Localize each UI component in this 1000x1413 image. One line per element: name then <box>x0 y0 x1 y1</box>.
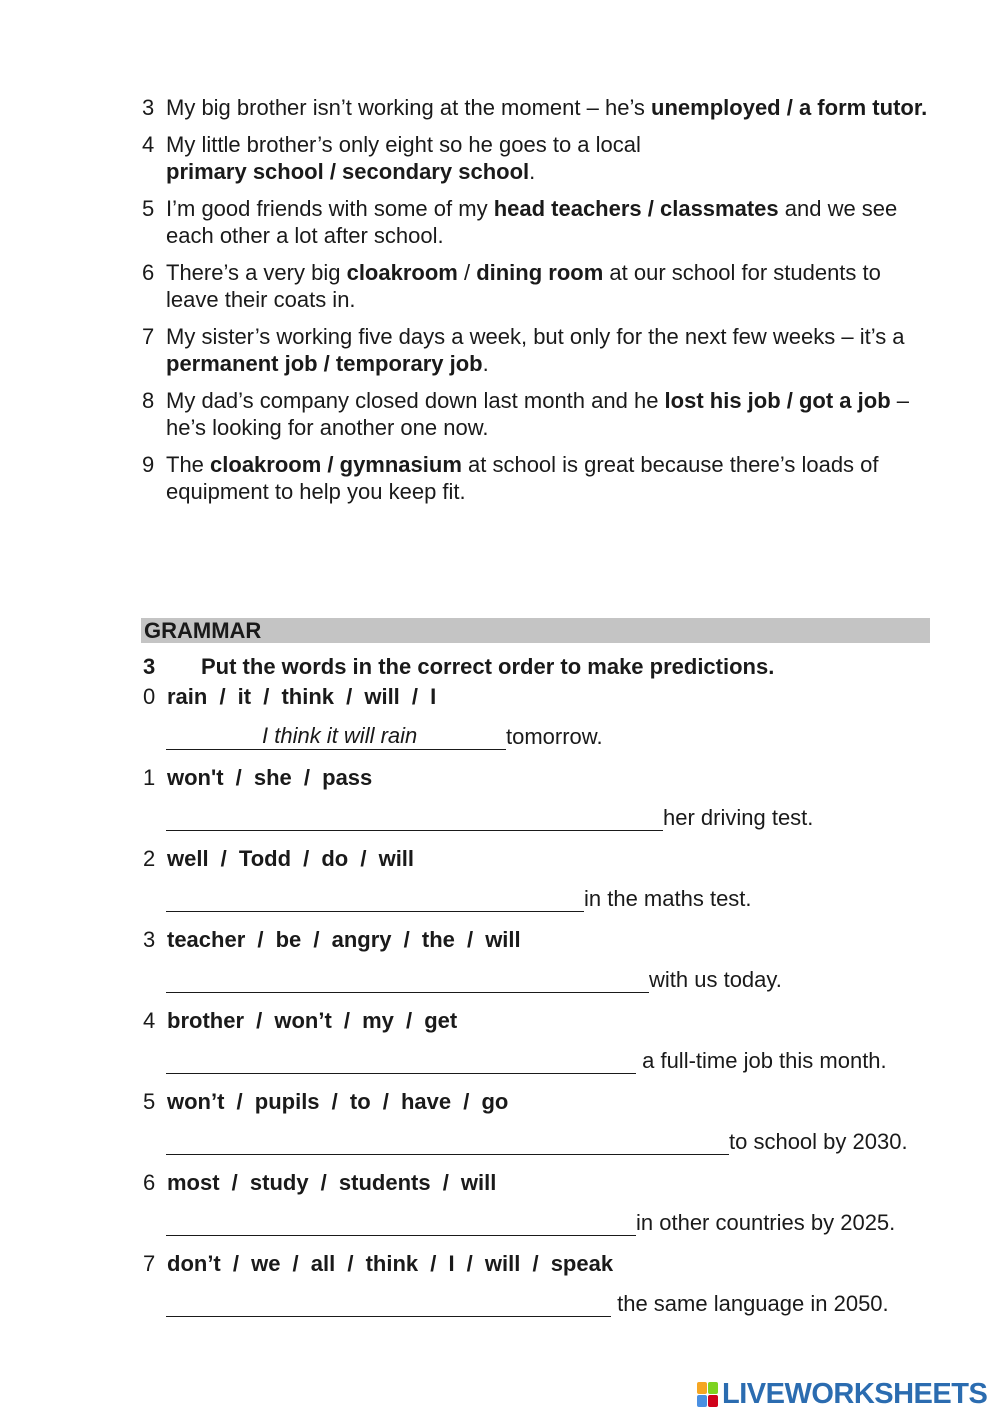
vocab-text-part: . <box>529 159 536 184</box>
vocab-text-part: I’m good friends with some of my <box>166 196 494 221</box>
sentence-ending: in the maths test. <box>584 886 752 911</box>
vocab-item-number: 9 <box>142 452 155 477</box>
vocab-text-part: at school is great because there’s loads of equipment to help you keep fit. <box>166 452 879 504</box>
vocab-choice[interactable]: dining room <box>476 260 604 285</box>
answer-blank[interactable] <box>166 1292 611 1317</box>
vocab-text-part: and we see each other a lot after school. <box>166 196 898 248</box>
question-number: 4 <box>143 1008 156 1033</box>
question-number: 2 <box>143 846 156 871</box>
vocab-text-part: – he’s looking for another one now. <box>166 388 910 440</box>
answer-blank[interactable] <box>166 1211 636 1236</box>
question-number: 5 <box>143 1089 156 1114</box>
exercise-number: 3 <box>143 654 156 679</box>
question-words <box>143 1251 613 1277</box>
jumbled-words: don’t / we / all / think / I / will / speak <box>167 1251 614 1276</box>
vocab-item <box>142 195 932 249</box>
sentence-ending: a full-time job this month. <box>636 1048 887 1073</box>
liveworksheets-logo-icon <box>697 1382 719 1408</box>
vocab-choice[interactable]: permanent job / temporary job <box>166 351 483 376</box>
vocab-text-part: / <box>457 260 477 285</box>
answer-line <box>166 1210 895 1236</box>
vocab-text-part: at our school for students to leave their coats in. <box>166 260 881 312</box>
question-number: 7 <box>143 1251 156 1276</box>
answer-line <box>166 1048 887 1074</box>
vocab-choice[interactable]: lost his job / got a job <box>664 388 891 413</box>
question-words <box>143 1008 457 1034</box>
jumbled-words: brother / won’t / my / get <box>167 1008 458 1033</box>
question-words <box>143 846 414 872</box>
vocab-choice[interactable]: head teachers / classmates <box>493 196 779 221</box>
vocab-item <box>142 387 932 441</box>
vocab-item-text <box>166 387 932 441</box>
answer-line <box>166 967 782 993</box>
answer-blank[interactable] <box>166 887 584 912</box>
vocab-item-number: 8 <box>142 388 155 413</box>
answer-line <box>166 1129 908 1155</box>
vocab-item-text <box>166 195 932 249</box>
question-words <box>143 927 521 953</box>
answer-line <box>166 805 813 831</box>
vocab-item-text <box>166 323 932 377</box>
answer-blank[interactable] <box>166 806 663 831</box>
vocab-choice[interactable]: unemployed / a form tutor. <box>651 95 928 120</box>
jumbled-words: most / study / students / will <box>167 1170 497 1195</box>
jumbled-words: teacher / be / angry / the / will <box>167 927 521 952</box>
vocab-text-part: My little brother’s only eight so he goes to a local <box>166 132 641 157</box>
grammar-heading: GRAMMAR <box>141 618 930 643</box>
answer-blank[interactable] <box>166 1130 729 1155</box>
vocab-item-number: 3 <box>142 95 155 120</box>
vocab-choice[interactable]: cloakroom / gymnasium <box>210 452 462 477</box>
vocab-item-text <box>166 451 932 505</box>
vocabulary-list <box>142 94 932 515</box>
question-words <box>143 684 436 710</box>
answer-blank[interactable] <box>166 968 649 993</box>
question-number: 1 <box>143 765 156 790</box>
question-number: 6 <box>143 1170 156 1195</box>
answer-line <box>166 724 603 750</box>
vocab-item-number: 5 <box>142 196 155 221</box>
question-words <box>143 1170 496 1196</box>
vocab-text-part: My sister’s working five days a week, but only for the next few weeks – it’s a <box>166 324 905 349</box>
vocab-item-text <box>166 131 932 185</box>
vocab-text-part: My big brother isn’t working at the moment – he’s <box>166 95 652 120</box>
vocab-item-number: 7 <box>142 324 155 349</box>
logo-text: LIVEWORKSHEETS <box>722 1378 988 1410</box>
vocab-text-part: . <box>482 351 489 376</box>
answer-line <box>166 886 752 912</box>
sentence-ending: tomorrow. <box>506 724 603 749</box>
exercise-instruction <box>143 654 774 680</box>
vocab-item-text <box>166 259 932 313</box>
instruction-text: Put the words in the correct order to make predictions. <box>201 654 775 679</box>
vocab-item <box>142 451 932 505</box>
sentence-ending: in other countries by 2025. <box>636 1210 896 1235</box>
sentence-ending: with us today. <box>649 967 782 992</box>
vocab-text-part: There’s a very big <box>166 260 347 285</box>
question-words <box>143 765 372 791</box>
vocab-item-number: 6 <box>142 260 155 285</box>
vocab-item <box>142 131 932 185</box>
vocab-item <box>142 259 932 313</box>
sentence-ending: her driving test. <box>663 805 814 830</box>
liveworksheets-logo <box>697 1378 987 1411</box>
vocab-item-number: 4 <box>142 132 155 157</box>
vocab-item <box>142 323 932 377</box>
vocab-item <box>142 94 932 121</box>
jumbled-words: won't / she / pass <box>167 765 373 790</box>
question-number: 3 <box>143 927 156 952</box>
jumbled-words: won’t / pupils / to / have / go <box>167 1089 509 1114</box>
sentence-ending: to school by 2030. <box>729 1129 908 1154</box>
example-answer: I think it will rain <box>262 723 418 748</box>
answer-blank[interactable] <box>166 725 506 750</box>
vocab-choice[interactable]: cloakroom <box>346 260 458 285</box>
vocab-item-text <box>166 94 932 121</box>
answer-line <box>166 1291 889 1317</box>
vocab-text-part: The <box>166 452 211 477</box>
jumbled-words: rain / it / think / will / I <box>167 684 437 709</box>
sentence-ending: the same language in 2050. <box>611 1291 889 1316</box>
question-words <box>143 1089 508 1115</box>
answer-blank[interactable] <box>166 1049 636 1074</box>
vocab-text-part: My dad’s company closed down last month and he <box>166 388 665 413</box>
question-number: 0 <box>143 684 156 709</box>
jumbled-words: well / Todd / do / will <box>167 846 415 871</box>
vocab-choice[interactable]: primary school / secondary school <box>166 159 530 184</box>
